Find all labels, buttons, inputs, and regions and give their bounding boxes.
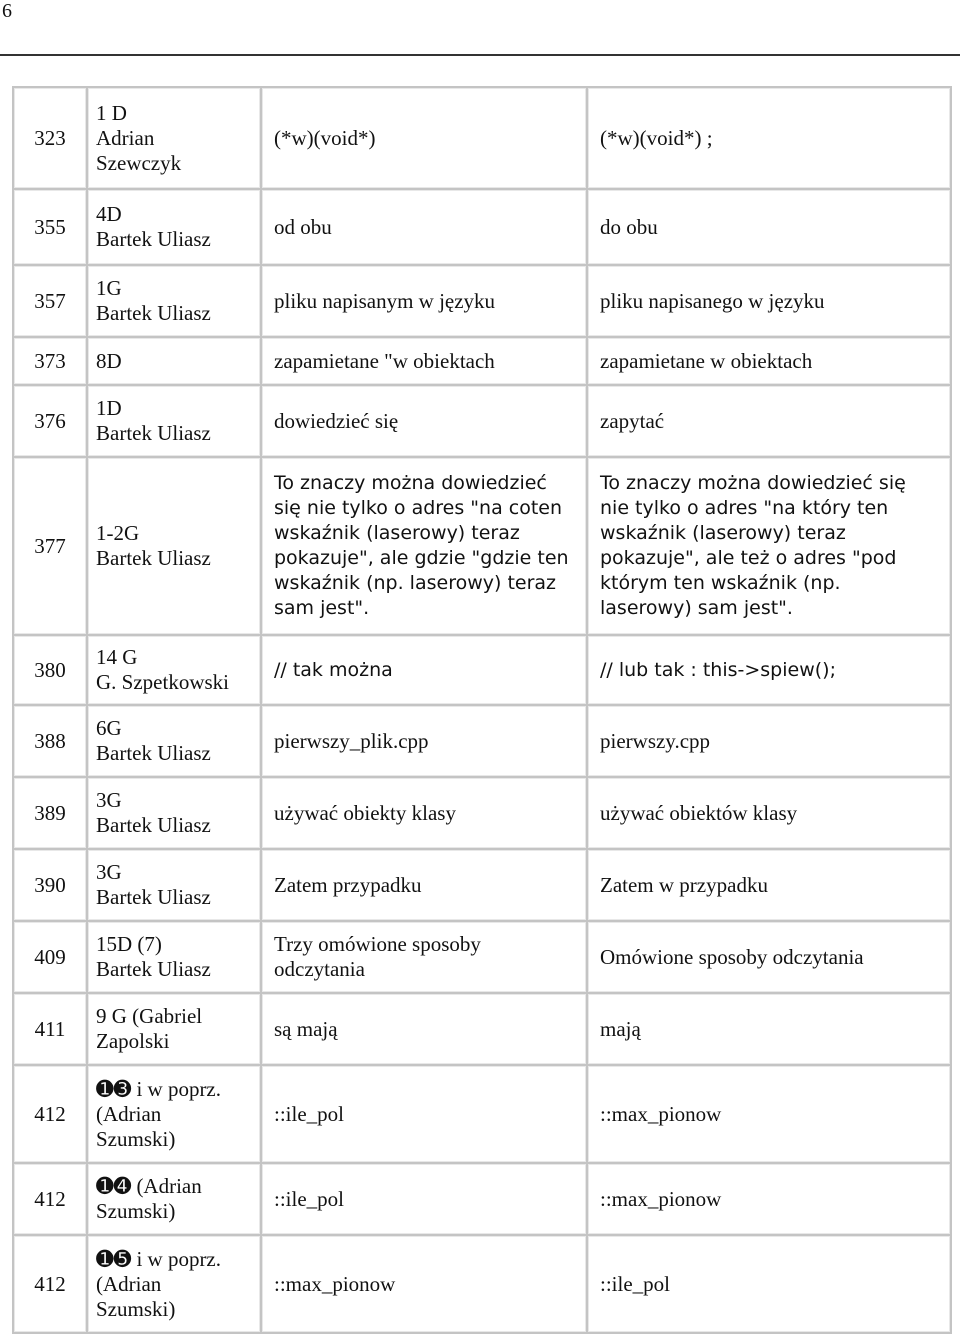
location-cell: ➊➎ i w poprz. (Adrian Szumski) <box>96 1246 222 1321</box>
table-row <box>13 385 951 457</box>
location-cell: 6G Bartek Uliasz <box>96 716 211 765</box>
correct-text-cell: do obu <box>600 214 658 239</box>
table-row <box>13 87 951 189</box>
page-cell: 355 <box>13 189 87 265</box>
correct-text-cell: ::ile_pol <box>600 1271 670 1296</box>
location-cell: 4D Bartek Uliasz <box>96 202 211 251</box>
location-cell: 3G Bartek Uliasz <box>96 860 211 909</box>
table-row <box>13 1065 951 1163</box>
wrong-text-cell: Trzy omówione sposoby odczytania <box>274 932 481 981</box>
correct-text-cell: (*w)(void*) ; <box>600 125 713 150</box>
table-row <box>13 1163 951 1235</box>
wrong-text-cell: ::max_pionow <box>274 1271 396 1296</box>
location-cell: 15D (7) Bartek Uliasz <box>96 932 211 981</box>
wrong-text-cell: używać obiekty klasy <box>274 800 456 825</box>
wrong-text-cell: Zatem przypadku <box>274 872 422 897</box>
table-row <box>13 849 951 921</box>
page-cell: 389 <box>13 777 87 849</box>
wrong-text-cell: (*w)(void*) <box>274 125 376 150</box>
correct-text-cell: ::max_pionow <box>600 1186 722 1211</box>
wrong-text-cell: od obu <box>274 214 332 239</box>
wrong-text-cell: // tak można <box>274 658 393 681</box>
errata-table <box>12 86 952 1334</box>
correct-text-cell: używać obiektów klasy <box>600 800 798 825</box>
page-cell: 409 <box>13 921 87 993</box>
location-cell: 1-2G Bartek Uliasz <box>96 521 211 570</box>
correct-text-cell: pliku napisanego w języku <box>600 288 825 313</box>
page-cell: 411 <box>13 993 87 1065</box>
table-row <box>13 337 951 385</box>
page-cell: 412 <box>13 1163 87 1235</box>
page-cell: 388 <box>13 705 87 777</box>
wrong-text-cell: To znaczy można dowiedzieć się nie tylko o adres "na coten wskaźnik (laserowy) teraz pokazuje", ale gdzie "gdzie ten wskaźnik (np. laserowy) teraz sam jest". <box>274 472 569 619</box>
table-row <box>13 457 951 635</box>
location-cell: ➊➍ (Adrian Szumski) <box>96 1174 202 1223</box>
correct-text-cell: pierwszy.cpp <box>600 728 711 753</box>
location-cell: ➊➌ i w poprz. (Adrian Szumski) <box>96 1076 222 1151</box>
header-rule <box>0 54 960 56</box>
table-row <box>13 1235 951 1333</box>
wrong-text-cell: pierwszy_plik.cpp <box>274 728 429 753</box>
page-cell: 380 <box>13 635 87 705</box>
table-row <box>13 777 951 849</box>
location-cell: 14 G G. Szpetkowski <box>96 645 229 694</box>
location-cell: 8D <box>96 348 122 373</box>
page-number: 6 <box>2 0 12 22</box>
table-row <box>13 265 951 337</box>
page-cell: 323 <box>13 87 87 189</box>
page-cell: 412 <box>13 1235 87 1333</box>
page-cell: 412 <box>13 1065 87 1163</box>
table-row <box>13 635 951 705</box>
page-cell: 373 <box>13 337 87 385</box>
correct-text-cell: // lub tak : this->spiew(); <box>600 658 836 681</box>
page-cell: 377 <box>13 457 87 635</box>
location-cell: 1D Bartek Uliasz <box>96 396 211 445</box>
page-cell: 357 <box>13 265 87 337</box>
wrong-text-cell: zapamietane "w obiektach <box>274 348 495 373</box>
correct-text-cell: zapytać <box>600 408 665 433</box>
table-row <box>13 189 951 265</box>
table-row <box>13 993 951 1065</box>
correct-text-cell: zapamietane w obiektach <box>600 348 813 373</box>
wrong-text-cell: są mają <box>274 1016 338 1041</box>
correct-text-cell: Omówione sposoby odczytania <box>600 944 864 969</box>
wrong-text-cell: pliku napisanym w języku <box>274 288 496 313</box>
location-cell: 9 G (Gabriel Zapolski <box>96 1004 203 1053</box>
correct-text-cell: ::max_pionow <box>600 1101 722 1126</box>
correct-text-cell: Zatem w przypadku <box>600 872 768 897</box>
location-cell: 1G Bartek Uliasz <box>96 276 211 325</box>
wrong-text-cell: ::ile_pol <box>274 1186 344 1211</box>
wrong-text-cell: dowiedzieć się <box>274 408 399 433</box>
location-cell: 1 D Adrian Szewczyk <box>96 100 182 175</box>
page-cell: 376 <box>13 385 87 457</box>
page-cell: 390 <box>13 849 87 921</box>
location-cell: 3G Bartek Uliasz <box>96 788 211 837</box>
correct-text-cell: mają <box>600 1016 641 1041</box>
correct-text-cell: To znaczy można dowiedzieć się nie tylko o adres "na który ten wskaźnik (laserowy) teraz pokazuje", ale też o adres "pod którym ten wskaźnik (np. laserowy) sam jest". <box>600 472 906 619</box>
table-row <box>13 921 951 993</box>
wrong-text-cell: ::ile_pol <box>274 1101 344 1126</box>
table-row <box>13 705 951 777</box>
